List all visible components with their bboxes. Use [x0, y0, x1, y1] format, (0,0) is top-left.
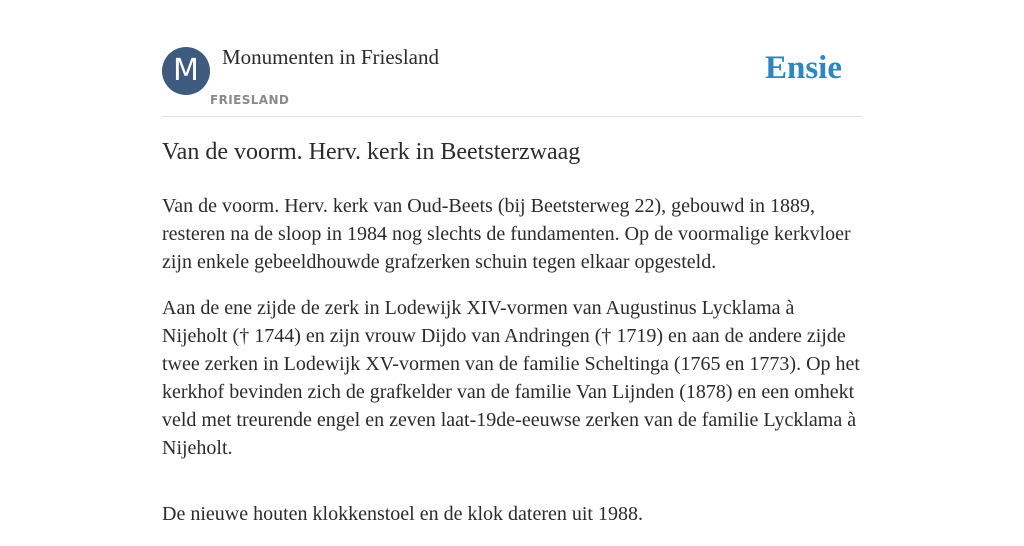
article-body	[162, 192, 862, 546]
article-title: Van de voorm. Herv. kerk in Beetsterzwaag	[162, 139, 581, 165]
avatar[interactable]: M	[162, 47, 210, 95]
paragraph: Van de voorm. Herv. kerk van Oud-Beets (bij Beetsterweg 22), gebouwd in 1889, resteren na de sloop in 1984 nog slechts de fundamenten. Op de voormalige kerkvloer zijn enkele gebeeldhouwde grafzerken schuin tegen elkaar opgesteld.	[162, 195, 851, 273]
brand-logo[interactable]: Ensie	[764, 50, 842, 86]
paragraph: De nieuwe houten klokkenstoel en de klok dateren uit 1988.	[162, 503, 643, 525]
page	[162, 0, 862, 525]
paragraph: Aan de ene zijde de zerk in Lodewijk XIV-vormen van Augustinus Lycklama à Nijeholt († 1744) en zijn vrouw Dijdo van Andringen († 1719) en aan de andere zijde twee zerken in Lodewijk XV-vormen van de familie Scheltinga (1765 en 1773). Op het kerkhof bevinden zich de grafkelder van de familie Van Lijnden (1878) en een omhekt veld met treurende engel en zeven laat-19de-eeuwse zerken van de familie Lycklama à Nijeholt.	[162, 297, 860, 459]
site-title[interactable]: Monumenten in Friesland	[222, 45, 439, 69]
site-subtitle[interactable]: FRIESLAND	[210, 93, 290, 107]
header	[162, 0, 862, 117]
